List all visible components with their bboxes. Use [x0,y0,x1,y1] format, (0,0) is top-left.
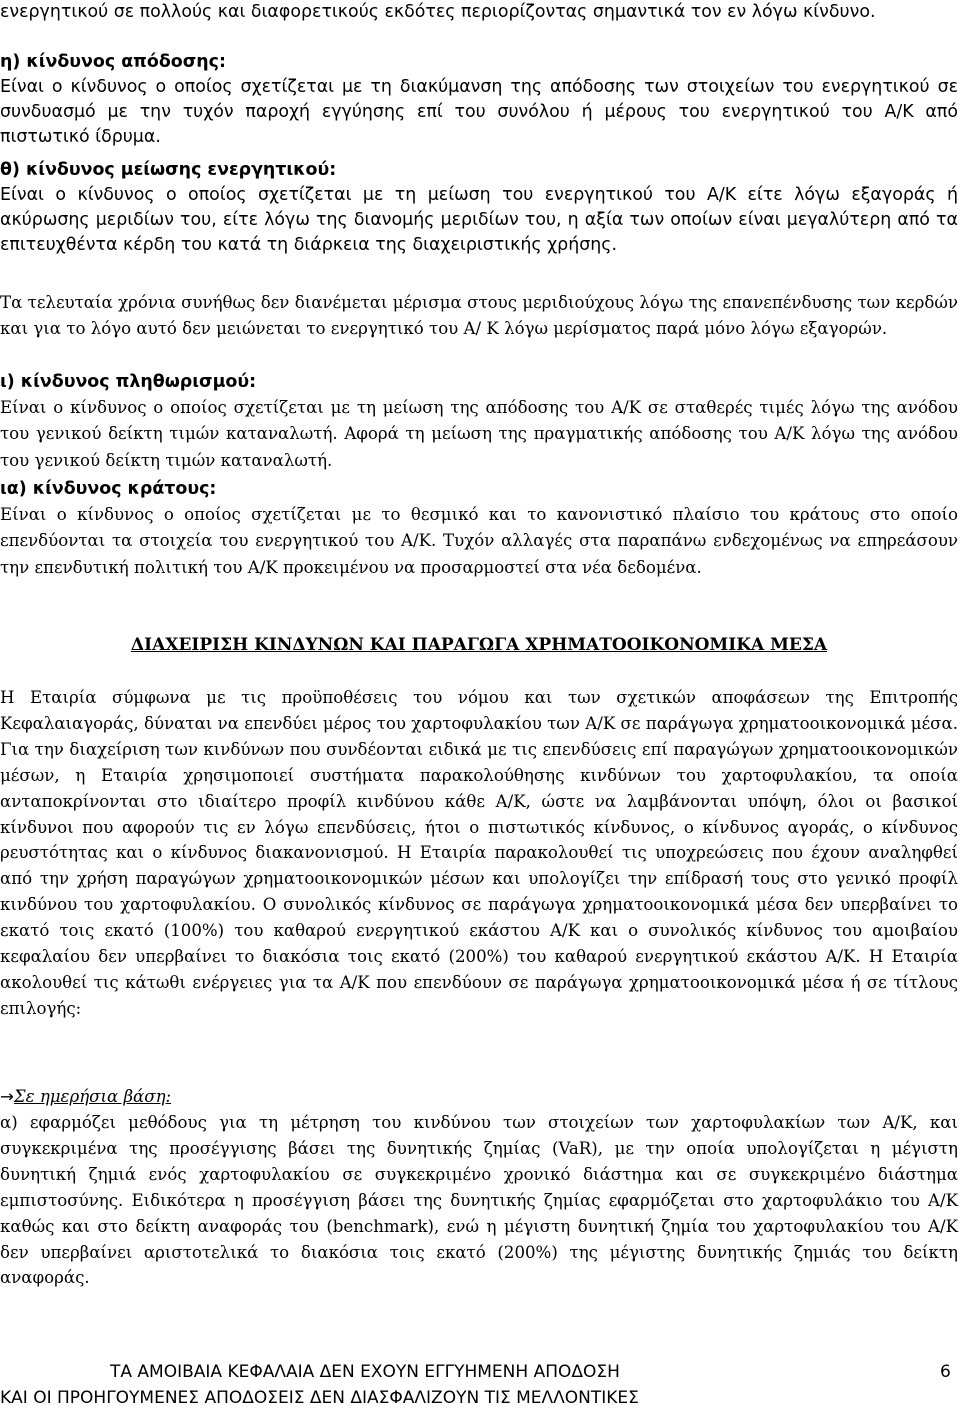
page-number: 6 [940,1362,951,1382]
footer-line-2: ΚΑΙ ΟΙ ΠΡΟΗΓΟΥΜΕΝΕΣ ΑΠΟΔΟΣΕΙΣ ΔΕΝ ΔΙΑΣΦΑΛΙΖΟΥΝ ΤΙΣ ΜΕΛΛΟΝΤΙΚΕΣ [0,1388,639,1408]
section-h-text: Είναι ο κίνδυνος ο οποίος σχετίζεται με τη διακύμανση της απόδοσης των στοιχείων του ενεργητικού σε συνδυασμό με την τυχόν παροχή εγγύησης επί του συνόλου ή μέρους του ενεργητικού του Α/Κ από πιστωτικό ίδρυμα. [0,77,958,147]
section-title [0,632,958,658]
section-i [0,370,958,474]
intro-paragraph [0,685,958,1022]
footer-line-1: ΤΑ ΑΜΟΙΒΑΙΑ ΚΕΦΑΛΑΙΑ ΔΕΝ ΕΧΟΥΝ ΕΓΓΥΗΜΕΝΗ ΑΠΟΔΟΣΗ [110,1362,620,1382]
section-ia [0,477,958,581]
section-th-heading: θ) κίνδυνος μείωσης ενεργητικού: [0,160,337,180]
section-th [0,158,958,258]
section-g-tail [0,0,958,25]
section-h-heading: η) κίνδυνος απόδοσης: [0,52,226,72]
section-g-tail-text: ενεργητικού σε πολλούς και διαφορετικούς εκδότες περιορίζοντας σημαντικά τον εν λόγω κίνδυνο. [0,2,876,22]
section-i-heading: ι) κίνδυνος πληθωρισμού: [0,372,257,392]
item-a-paragraph [0,1110,958,1291]
section-th-text: Είναι ο κίνδυνος ο οποίος σχετίζεται με τη μείωση του ενεργητικού του Α/Κ είτε λόγω εξαγοράς ή ακύρωσης μεριδίων του, είτε λόγω της διανομής μεριδίων του, η αξία των οποίων είναι μεγαλύτερη από τα επιτευχθέντα κέρδη του κατά τη διάρκεια της διαχειριστικής χρήσης. [0,185,958,255]
section-h [0,50,958,150]
section-th-text-2: Τα τελευταία χρόνια συνήθως δεν διανέμεται μέρισμα στους μεριδιούχους λόγω της επανεπένδυσης των κερδών και για το λόγο αυτό δεν μειώνεται το ενεργητικό του Α/ Κ λόγω μερίσματος παρά μόνο λόγω εξαγορών. [0,293,958,339]
section-ia-text: Είναι ο κίνδυνος ο οποίος σχετίζεται με το θεσμικό και το κανονιστικό πλαίσιο του κράτους στο οποίο επενδύονται τα στοιχεία του ενεργητικού του Α/Κ. Τυχόν αλλαγές στα παραπάνω ενδεχομένως να επηρεάσουν την επενδυτική πολιτική του Α/Κ προκειμένου να προσαρμοστεί στα νέα δεδομένα. [0,505,958,577]
section-ia-heading: ια) κίνδυνος κράτους: [0,479,217,499]
page-title: ΔΙΑΧΕΙΡΙΣΗ ΚΙΝΔΥΝΩΝ ΚΑΙ ΠΑΡΑΓΩΓΑ ΧΡΗΜΑΤΟΟΙΚΟΝΟΜΙΚΑ ΜΕΣΑ [130,635,828,655]
item-a-text: α) εφαρμόζει μεθόδους για τη μέτρηση του κινδύνου των στοιχείων των χαρτοφυλακίων των Α/Κ, και συγκεκριμένα της προσέγγισης βάσει της δυνητικής ζημίας (VaR), με την οποία υπολογίζεται η μέγιστη δυνητική ζημιά ενός χαρτοφυλακίου σε συγκεκριμένο χρονικό διάστημα και σε συγκεκριμένο διάστημα εμπιστοσύνης. Ειδικότερα η προσέγγιση βάσει της δυνητικής ζημίας εφαρμόζεται στο χαρτοφυλάκιο του Α/Κ καθώς και στο δείκτη αναφοράς του (benchmark), ενώ η μέγιστη δυνητική ζημία του χαρτοφυλακίου του Α/Κ δεν υπερβαίνει αριστοτελικά το διακόσια τοις εκατό (200%) της μέγιστης δυνητικής ζημιάς του δείκτη αναφοράς. [0,1113,958,1288]
arrow-right-icon: → [0,1087,14,1106]
intro-text: Η Εταιρία σύμφωνα με τις προϋποθέσεις του νόμου και των σχετικών αποφάσεων της Επιτροπής Κεφαλαιαγοράς, δύναται να επενδύει μέρος του χαρτοφυλακίου των Α/Κ σε παράγωγα χρηματοοικονομικά μέσα. Για την διαχείριση των κινδύνων που συνδέονται ειδικά με τις επενδύσεις επί παραγώγων χρηματοοικονομικών μέσων, η Εταιρία χρησιμοποιεί συστήματα παρακολούθησης κινδύνων του χαρτοφυλακίου, τα οποία ανταποκρίνονται στο ιδιαίτερο προφίλ κινδύνου κάθε Α/Κ, ώστε να λαμβάνονται υπόψη, όλοι οι βασικοί κίνδυνοι που αφορούν τις εν λόγω επενδύσεις, ήτοι ο πιστωτικός κίνδυνος, ο κίνδυνος αγοράς, ο κίνδυνος ρευστότητας και ο κίνδυνος διακανονισμού. Η Εταιρία παρακολουθεί τις υποχρεώσεις που έχουν αναληφθεί από την χρήση παραγώγων χρηματοοικονομικών μέσων και υπολογίζει την επίδρασή τους στο γενικό προφίλ κινδύνου του χαρτοφυλακίου. Ο συνολικός κίνδυνος σε παράγωγα χρηματοοικονομικά μέσα δεν υπερβαίνει το εκατό τοις εκατό (100%) του καθαρού ενεργητικού εκάστου Α/Κ και ο συνολικός κίνδυνος του αμοιβαίου κεφαλαίου δεν υπερβαίνει το διακόσια τοις εκατό (200%) του καθαρού ενεργητικού εκάστου Α/Κ. Η Εταιρία ακολουθεί τις κάτωθι ενέργειες για τα Α/Κ που επενδύουν σε παράγωγα χρηματοοικονομικά μέσα ή σε τίτλους επιλογής: [0,688,958,1018]
daily-basis [0,1084,958,1110]
section-i-text: Είναι ο κίνδυνος ο οποίος σχετίζεται με τη μείωση της απόδοσης του Α/Κ σε σταθερές τιμές λόγω της ανόδου του γενικού δείκτη τιμών καταναλωτή. Αφορά τη μείωση της πραγματικής απόδοσης του Α/Κ λόγω της ανόδου του γενικού δείκτη τιμών καταναλωτή. [0,398,958,470]
section-th-paragraph-2 [0,290,958,343]
daily-basis-label: Σε ημερήσια βάση: [13,1087,172,1106]
